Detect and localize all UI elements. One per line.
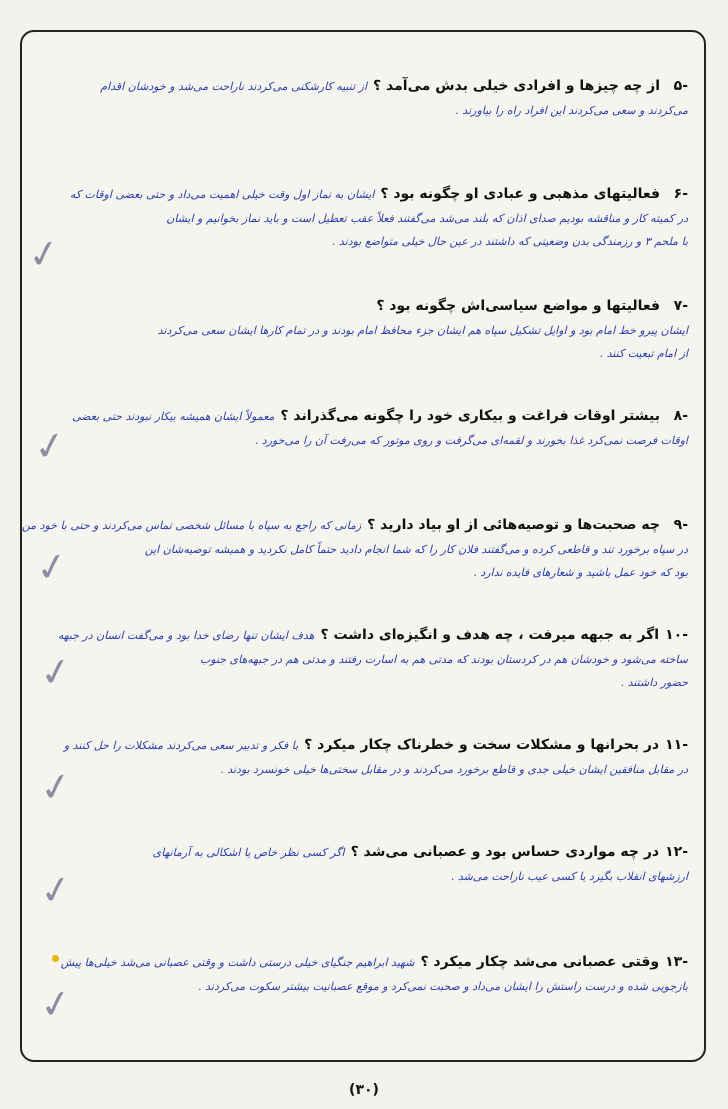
answer-inline: اگر کسی نظر خاص یا اشکالی به آرمانهای xyxy=(152,846,345,859)
answer-line: بود که خود عمل باشید و شعارهای فایده ندارد . xyxy=(473,566,688,579)
check-mark-icon: ✓ xyxy=(36,647,76,697)
answer-line: در کمیته کار و مناقشه بودیم صدای اذان که بلند می‌شد می‌گفتند فعلاً عقب تعطیل است و باید نماز بخوانیم و ایشان xyxy=(166,212,688,225)
question-number: -۸ xyxy=(673,408,688,424)
question-7 xyxy=(158,298,688,360)
question-text: چه صحبت‌ها و توصیه‌هائی از او بیاد دارید ؟ xyxy=(367,517,660,533)
question-number: -۱۳ xyxy=(665,954,688,970)
page-number: (۳۰) xyxy=(349,1082,379,1098)
question-8 xyxy=(72,408,688,447)
question-number: -۱۲ xyxy=(665,844,688,860)
answer-line: می‌کردند و سعی می‌کردند این افراد راه را بیاورند . xyxy=(455,104,688,117)
answer-line: حضور داشتند . xyxy=(620,676,688,689)
answer-line: اوقات فرصت نمی‌کرد غذا بخورند و لقمه‌ای می‌گرفت و روی موتور که می‌رفت آن را می‌خورد . xyxy=(254,434,688,447)
answer-inline: هدف ایشان تنها رضای خدا بود و می‌گفت انسان در جبهه xyxy=(57,629,315,642)
answer-inline: معمولاً ایشان همیشه بیکار نبودند حتی بعضی xyxy=(72,410,275,423)
answer-line: با ملحم ۳ و رزمندگی بدن وضعیتی که داشتند در عین حال خیلی متواضع بودند . xyxy=(331,235,688,248)
answer-inline: ایشان به نماز اول وقت خیلی اهمیت می‌داد و حتی بعضی اوقات که xyxy=(69,188,375,201)
answer-line: در سپاه برخورد تند و قاطعی کرده و می‌گفتند فلان کار را که شما انجام دادید حتماً کامل نکردید و همیشه توصیه‌شان این xyxy=(144,543,688,556)
check-mark-icon: ✓ xyxy=(36,762,76,812)
question-text: در چه مواردی حساس بود و عصبانی می‌شد ؟ xyxy=(350,844,660,860)
question-text: فعالیتها و مواضع سیاسی‌اش چگونه بود ؟ xyxy=(376,298,660,314)
question-number: -۱۱ xyxy=(665,737,688,753)
question-10 xyxy=(58,627,688,689)
question-text: فعالیتهای مذهبی و عبادی او چگونه بود ؟ xyxy=(380,186,660,202)
check-mark-icon: ✓ xyxy=(32,542,72,592)
check-mark-icon: ✓ xyxy=(30,421,70,471)
question-11 xyxy=(64,737,688,776)
answer-line: در مقابل منافقین ایشان خیلی جدی و قاطع برخورد می‌کردند و در مقابل سختی‌ها خیلی خونسرد بودند . xyxy=(220,763,688,776)
question-12 xyxy=(153,844,688,883)
answer-inline: با فکر و تدبیر سعی می‌کردند مشکلات را حل کنند و xyxy=(63,739,299,752)
question-13 xyxy=(61,954,688,993)
check-mark-icon: ✓ xyxy=(36,865,76,915)
highlight-dot xyxy=(52,955,59,962)
check-mark-icon: ✓ xyxy=(36,979,76,1029)
answer-inline: زمانی که راجع به سپاه با مسائل شخصی تماس می‌کردند و حتی با خود من xyxy=(21,519,362,532)
question-number: -۹ xyxy=(673,517,688,533)
question-number: -۵ xyxy=(673,78,688,94)
answer-line: ساخته می‌شود و خودشان هم در کردستان بودند که مدتی هم به اسارت رفتند و مدتی هم در جبهه‌های جنوب xyxy=(199,653,688,666)
question-5 xyxy=(100,78,688,117)
answer-line: از امام تبعیت کنند . xyxy=(599,347,688,360)
answer-line: ایشان پیرو خط امام بود و اوایل تشکیل سپاه هم ایشان جزء محافظ امام بودند و در تمام کارها ایشان سعی می‌کردند xyxy=(157,324,688,337)
question-number: -۶ xyxy=(673,186,688,202)
answer-line: بازجویی شده و درست راستش را ایشان می‌داد و صحبت نمی‌کرد و موقع عصبانیت بیشتر سکوت می‌کردند . xyxy=(198,980,688,993)
question-text: وقتی عصبانی می‌شد چکار میکرد ؟ xyxy=(420,954,660,970)
question-text: اگر به جبهه میرفت ، چه هدف و انگیزه‌ای داشت ؟ xyxy=(320,627,660,643)
answer-inline: شهید ابراهیم جنگیای خیلی درستی داشت و وقتی عصبانی می‌شد خیلی‌ها پیش xyxy=(60,956,415,969)
question-6 xyxy=(70,186,688,248)
question-number: -۷ xyxy=(673,298,688,314)
question-9 xyxy=(22,517,688,579)
question-text: بیشتر اوقات فراغت و بیکاری خود را چگونه می‌گذراند ؟ xyxy=(280,408,660,424)
question-text: از چه چیزها و افرادی خیلی بدش می‌آمد ؟ xyxy=(373,78,660,94)
question-number: -۱۰ xyxy=(665,627,688,643)
answer-inline: از تنبیه کارشکنی می‌کردند ناراحت می‌شد و خودشان اقدام xyxy=(100,80,368,93)
answer-line: ارزشهای انقلاب بگیرد یا کسی عیب ناراحت می‌شد . xyxy=(450,870,688,883)
question-text: در بحرانها و مشکلات سخت و خطرناک چکار میکرد ؟ xyxy=(304,737,660,753)
check-mark-icon: ✓ xyxy=(24,229,64,279)
